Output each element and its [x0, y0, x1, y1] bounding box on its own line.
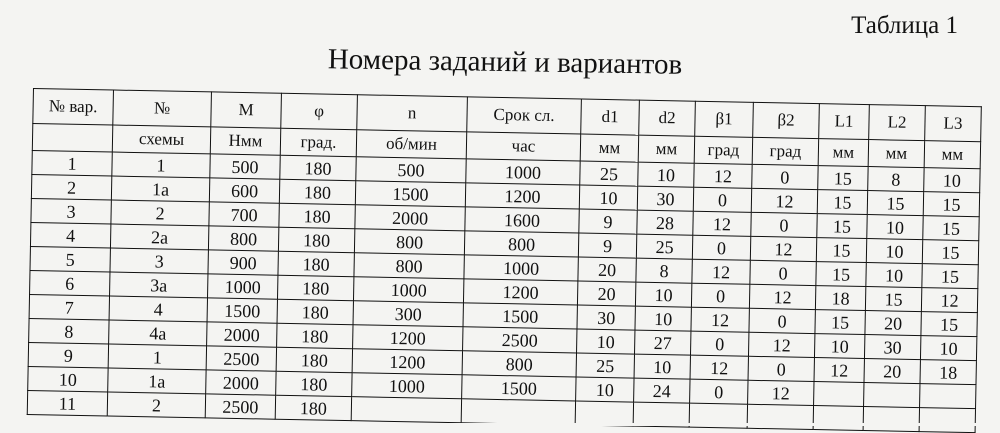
table-cell: 8	[636, 258, 692, 283]
table-cell	[863, 407, 919, 432]
column-header: L2	[869, 105, 926, 141]
table-cell: 18	[920, 360, 976, 385]
table-cell	[814, 382, 864, 407]
table-cell: 2	[31, 174, 111, 200]
table-body	[27, 150, 980, 432]
table-cell: 180	[278, 227, 354, 252]
table-cell: 2	[111, 200, 209, 226]
table-cell: 30	[864, 335, 920, 360]
table-cell: 10	[814, 334, 864, 359]
table-cell: 180	[279, 203, 355, 228]
table-cell: 15	[923, 216, 979, 241]
column-unit	[32, 124, 113, 153]
table-cell: 3a	[110, 272, 208, 298]
column-unit: мм	[818, 139, 869, 167]
table-cell: 180	[280, 155, 356, 180]
table-cell: 10	[635, 282, 691, 307]
column-header: L3	[925, 106, 982, 142]
table-cell: 25	[636, 234, 692, 259]
table-cell: 15	[816, 238, 866, 263]
table-cell: 180	[276, 371, 352, 396]
column-header: d2	[639, 100, 696, 136]
table-cell: 1500	[207, 298, 277, 323]
table-cell: 300	[353, 301, 463, 327]
table-cell: 10	[867, 215, 923, 240]
column-unit: час	[466, 132, 580, 161]
table-cell: 10	[924, 168, 980, 193]
table-cell	[813, 406, 863, 431]
table-cell: 10	[635, 306, 691, 331]
table-cell: 30	[577, 305, 635, 330]
table-cell: 7	[29, 294, 109, 320]
table-cell: 12	[690, 355, 748, 380]
table-cell: 8	[29, 318, 109, 344]
table-cell: 180	[277, 299, 353, 324]
table-cell: 1200	[465, 183, 579, 209]
column-unit: Нмм	[210, 127, 281, 155]
table-cell: 500	[210, 154, 280, 179]
table-cell: 500	[356, 157, 466, 183]
table-cell: 10	[920, 336, 976, 361]
table-cell: 10	[576, 377, 634, 402]
table-cell: 1500	[463, 303, 577, 329]
column-unit: мм	[638, 135, 695, 163]
table-cell: 18	[815, 286, 865, 311]
table-cell: 180	[276, 347, 352, 372]
table-cell: 0	[690, 331, 748, 356]
column-header: Срок сл.	[467, 97, 582, 134]
table-cell: 9	[579, 209, 637, 234]
table-cell	[461, 399, 575, 425]
table-cell	[920, 384, 976, 409]
table-cell: 0	[751, 212, 817, 237]
table-cell: 15	[923, 192, 979, 217]
table-cell: 1200	[352, 349, 462, 375]
table-cell: 15	[921, 312, 977, 337]
column-unit: мм	[924, 141, 981, 169]
table-cell: 800	[464, 231, 578, 257]
table-cell: 30	[637, 186, 693, 211]
table-cell: 4a	[109, 320, 207, 346]
table-cell: 8	[868, 167, 924, 192]
table-cell: 180	[277, 275, 353, 300]
table-cell: 20	[865, 311, 921, 336]
column-header: n	[357, 95, 468, 132]
table-cell	[351, 397, 461, 423]
column-header: L1	[819, 104, 870, 140]
column-unit: град	[694, 136, 753, 164]
column-header: φ	[281, 93, 358, 129]
table-cell: 900	[208, 250, 278, 275]
table-cell: 0	[748, 356, 814, 381]
table-cell: 1000	[353, 277, 463, 303]
table-cell: 700	[209, 202, 279, 227]
column-unit: схемы	[112, 125, 211, 154]
table-cell: 180	[278, 251, 354, 276]
table-cell: 10	[866, 239, 922, 264]
table-cell: 10	[866, 263, 922, 288]
table-cell: 0	[693, 187, 751, 212]
table-cell: 15	[816, 262, 866, 287]
table-cell: 15	[817, 190, 867, 215]
table-cell: 15	[922, 264, 978, 289]
table-cell: 6	[30, 270, 110, 296]
table-number-label: Таблица 1	[851, 12, 958, 39]
table-cell: 2	[107, 392, 205, 418]
table-cell: 28	[637, 210, 693, 235]
table-cell: 1	[112, 152, 210, 178]
document-title: Номера заданий и вариантов	[327, 43, 683, 81]
column-unit: мм	[580, 134, 639, 162]
table-cell: 12	[750, 236, 816, 261]
column-header: β1	[695, 101, 754, 137]
table-cell: 0	[690, 379, 748, 404]
table-cell: 800	[208, 226, 278, 251]
table-cell: 2500	[206, 346, 276, 371]
table-cell: 3	[31, 198, 111, 224]
table-cell: 800	[462, 351, 576, 377]
table-cell: 0	[749, 308, 815, 333]
table-cell: 1200	[463, 279, 577, 305]
table-cell: 600	[209, 178, 279, 203]
column-header: β2	[753, 102, 820, 138]
table-cell: 2000	[355, 205, 465, 231]
table-cell: 800	[354, 253, 464, 279]
table-cell: 1a	[111, 176, 209, 202]
table-cell: 1500	[355, 181, 465, 207]
table-cell: 1000	[208, 274, 278, 299]
table-cell	[919, 408, 975, 433]
table-cell: 20	[578, 257, 636, 282]
table-cell: 10	[579, 185, 637, 210]
variants-table	[27, 88, 982, 433]
table-cell: 9	[28, 342, 108, 368]
table-cell: 2000	[206, 370, 276, 395]
table-cell: 2a	[110, 224, 208, 250]
table-cell: 5	[30, 246, 110, 272]
table-cell: 1200	[353, 325, 463, 351]
table-cell: 12	[691, 307, 749, 332]
table-cell: 12	[692, 259, 750, 284]
table-cell: 1000	[352, 373, 462, 399]
table-cell: 12	[694, 163, 752, 188]
table-cell: 15	[865, 287, 921, 312]
column-header: № вар.	[33, 89, 114, 126]
table-cell: 15	[867, 191, 923, 216]
column-header: №	[113, 90, 212, 127]
table-cell: 12	[748, 332, 814, 357]
table-cell: 0	[752, 164, 818, 189]
table-cell: 2000	[207, 322, 277, 347]
table-cell: 12	[693, 211, 751, 236]
table-cell: 15	[818, 166, 868, 191]
column-header: d1	[581, 99, 640, 135]
table-cell: 180	[275, 395, 351, 420]
table-cell: 12	[751, 188, 817, 213]
table-cell: 10	[638, 162, 694, 187]
table-cell: 12	[748, 380, 814, 405]
table-cell: 20	[577, 281, 635, 306]
table-cell: 800	[354, 229, 464, 255]
table-cell: 1	[32, 150, 112, 176]
variants-table-container	[27, 88, 982, 433]
table-cell: 24	[634, 378, 690, 403]
column-unit: град.	[280, 128, 357, 156]
table-cell: 10	[577, 329, 635, 354]
table-cell: 20	[864, 359, 920, 384]
table-cell: 27	[635, 330, 691, 355]
table-cell: 2500	[463, 327, 577, 353]
table-cell: 12	[749, 284, 815, 309]
column-unit: град	[752, 137, 819, 165]
table-cell: 180	[277, 323, 353, 348]
table-cell: 1000	[464, 255, 578, 281]
table-cell: 25	[576, 353, 634, 378]
table-cell: 3	[110, 248, 208, 274]
table-cell: 10	[28, 366, 108, 392]
column-unit: мм	[868, 140, 925, 168]
table-cell: 9	[578, 233, 636, 258]
table-cell: 1	[108, 344, 206, 370]
table-cell: 12	[814, 358, 864, 383]
column-unit: об/мин	[356, 130, 466, 159]
table-cell	[864, 383, 920, 408]
table-cell: 15	[817, 214, 867, 239]
table-cell: 10	[634, 354, 690, 379]
table-cell: 0	[691, 283, 749, 308]
table-cell: 15	[815, 310, 865, 335]
table-cell: 0	[692, 235, 750, 260]
table-cell: 12	[921, 288, 977, 313]
table-cell: 1500	[462, 375, 576, 401]
table-cell: 1600	[465, 207, 579, 233]
table-cell: 11	[27, 390, 107, 416]
table-cell: 4	[109, 296, 207, 322]
table-cell: 25	[580, 161, 638, 186]
table-cell: 0	[750, 260, 816, 285]
column-header: M	[211, 92, 282, 128]
table-cell: 180	[279, 179, 355, 204]
table-cell: 1000	[466, 159, 580, 185]
table-cell: 2500	[205, 394, 275, 419]
table-cell: 4	[30, 222, 110, 248]
table-cell: 15	[922, 240, 978, 265]
table-cell: 1a	[108, 368, 206, 394]
